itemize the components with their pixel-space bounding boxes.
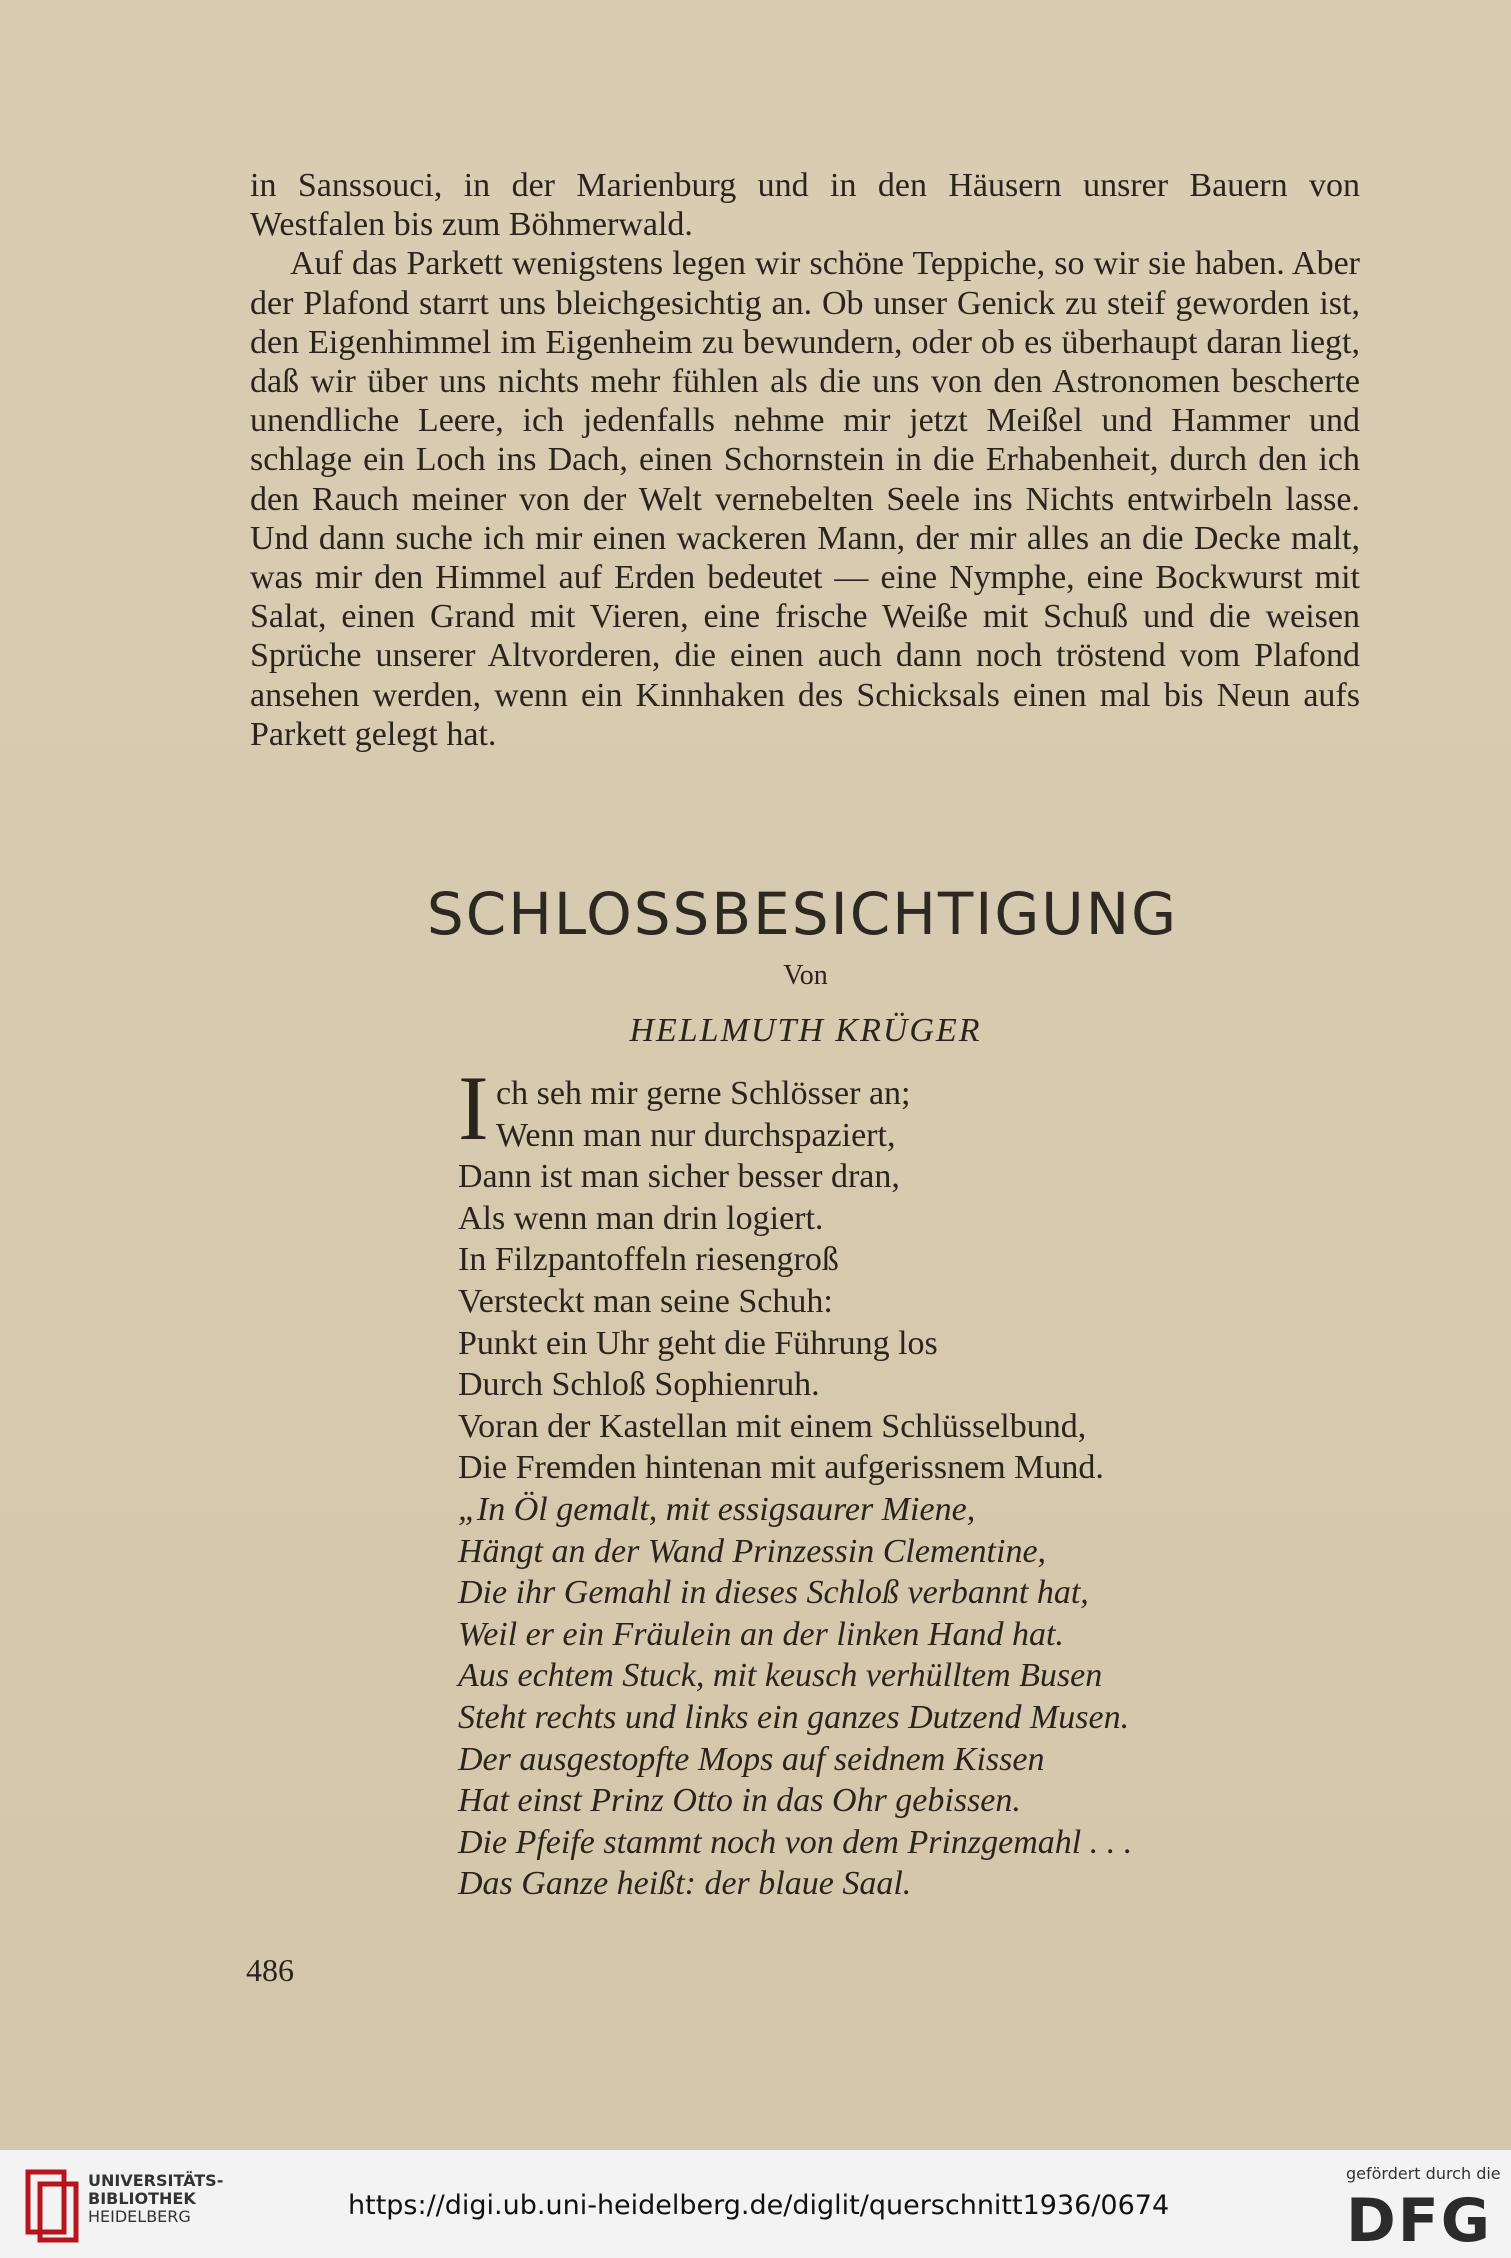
poem-line-italic: Aus echtem Stuck, mit keusch verhülltem Busen: [458, 1657, 1103, 1695]
poem-line-italic: Hat einst Prinz Otto in das Ohr gebissen.: [458, 1782, 1021, 1820]
poem-author: HELLMUTH KRÜGER: [629, 1012, 982, 1049]
poem-line-italic: Weil er ein Fräulein an der linken Hand hat.: [458, 1615, 1064, 1653]
poem-line: Die Fremden hintenan mit aufgerissnem Mund.: [458, 1449, 1104, 1487]
prose-paragraph-1: in Sanssouci, in der Marienburg und in den Häusern unsrer Bauern von Westfalen bis zum Böhmerwald.: [250, 167, 1360, 244]
page-number: 486: [246, 1952, 294, 1988]
poem-line-1: ch seh mir gerne Schlösser an;: [496, 1075, 911, 1112]
poem-line-italic: Das Ganze heißt: der blaue Saal.: [458, 1865, 912, 1903]
poem-line-2: Wenn man nur durchspaziert,: [496, 1116, 896, 1154]
library-line-1: UNIVERSITÄTS-: [88, 2171, 224, 2190]
permalink-url[interactable]: https://digi.ub.uni-heidelberg.de/diglit/querschnitt1936/0674: [348, 2190, 1170, 2221]
poem-body: [458, 1073, 1258, 1905]
poem-line: Dann ist man sicher besser dran,: [458, 1158, 900, 1196]
poem-line: Versteckt man seine Schuh:: [458, 1282, 833, 1320]
funded-by-label: gefördert durch die: [1346, 2164, 1501, 2183]
byline-von: Von: [783, 960, 828, 991]
poem-title: SCHLOSSBESICHTIGUNG: [426, 880, 1179, 948]
prose-text: [250, 166, 1360, 754]
library-line-3: HEIDELBERG: [88, 2207, 191, 2226]
footer-bar: [0, 2150, 1511, 2258]
poem-line-italic: Der ausgestopfte Mops auf seidnem Kissen: [458, 1740, 1045, 1778]
poem-line-italic: Die Pfeife stammt noch von dem Prinzgemahl . . .: [458, 1823, 1133, 1861]
poem-line-italic: Hängt an der Wand Prinzessin Clementine,: [458, 1532, 1047, 1570]
poem-line: Als wenn man drin logiert.: [458, 1199, 824, 1237]
library-name: [88, 2172, 223, 2226]
prose-paragraph-2: Auf das Parkett wenigstens legen wir schöne Teppiche, so wir sie haben. Aber der Plafond starrt uns bleichgesichtig an. Ob unser Genick zu steif geworden ist, den Eigenhimmel im Eigenheim zu bewundern, oder ob es überhaupt daran liegt, daß wir über uns nichts mehr fühlen als die uns von den Astronomen bescherte unendliche Leere, ich jedenfalls nehme mir jetzt Meißel und Hammer und schlage ein Loch ins Dach, einen Schornstein in die Erhabenheit, durch den ich den Rauch meiner von der Welt vernebelten Seele ins Nichts entwirbeln lasse. Und dann suche ich mir einen wackeren Mann, der mir alles an die Decke malt, was mir den Himmel auf Erden bedeutet — eine Nymphe, eine Bockwurst mit Salat, einen Grand mit Vieren, eine frische Weiße mit Schuß und die weisen Sprüche unserer Altvorderen, die einen auch dann noch tröstend vom Plafond ansehen werden, wenn ein Kinnhaken des Schicksals einen mal bis Neun aufs Parkett gelegt hat.: [250, 245, 1360, 753]
poem-line: In Filzpantoffeln riesengroß: [458, 1241, 839, 1279]
poem-line: Voran der Kastellan mit einem Schlüsselbund,: [458, 1407, 1087, 1445]
poem-line: Punkt ein Uhr geht die Führung los: [458, 1324, 938, 1362]
dfg-logo: DFG: [1346, 2186, 1493, 2256]
drop-cap: I: [458, 1057, 489, 1159]
library-logo-icon: [24, 2164, 82, 2244]
poem-line-italic: Steht rechts und links ein ganzes Dutzend Musen.: [458, 1698, 1130, 1736]
poem-line: Durch Schloß Sophienruh.: [458, 1366, 820, 1404]
poem-line-italic: „In Öl gemalt, mit essigsaurer Miene,: [458, 1490, 976, 1528]
library-line-2: BIBLIOTHEK: [88, 2189, 196, 2208]
poem-line-italic: Die ihr Gemahl in dieses Schloß verbannt hat,: [458, 1574, 1089, 1612]
